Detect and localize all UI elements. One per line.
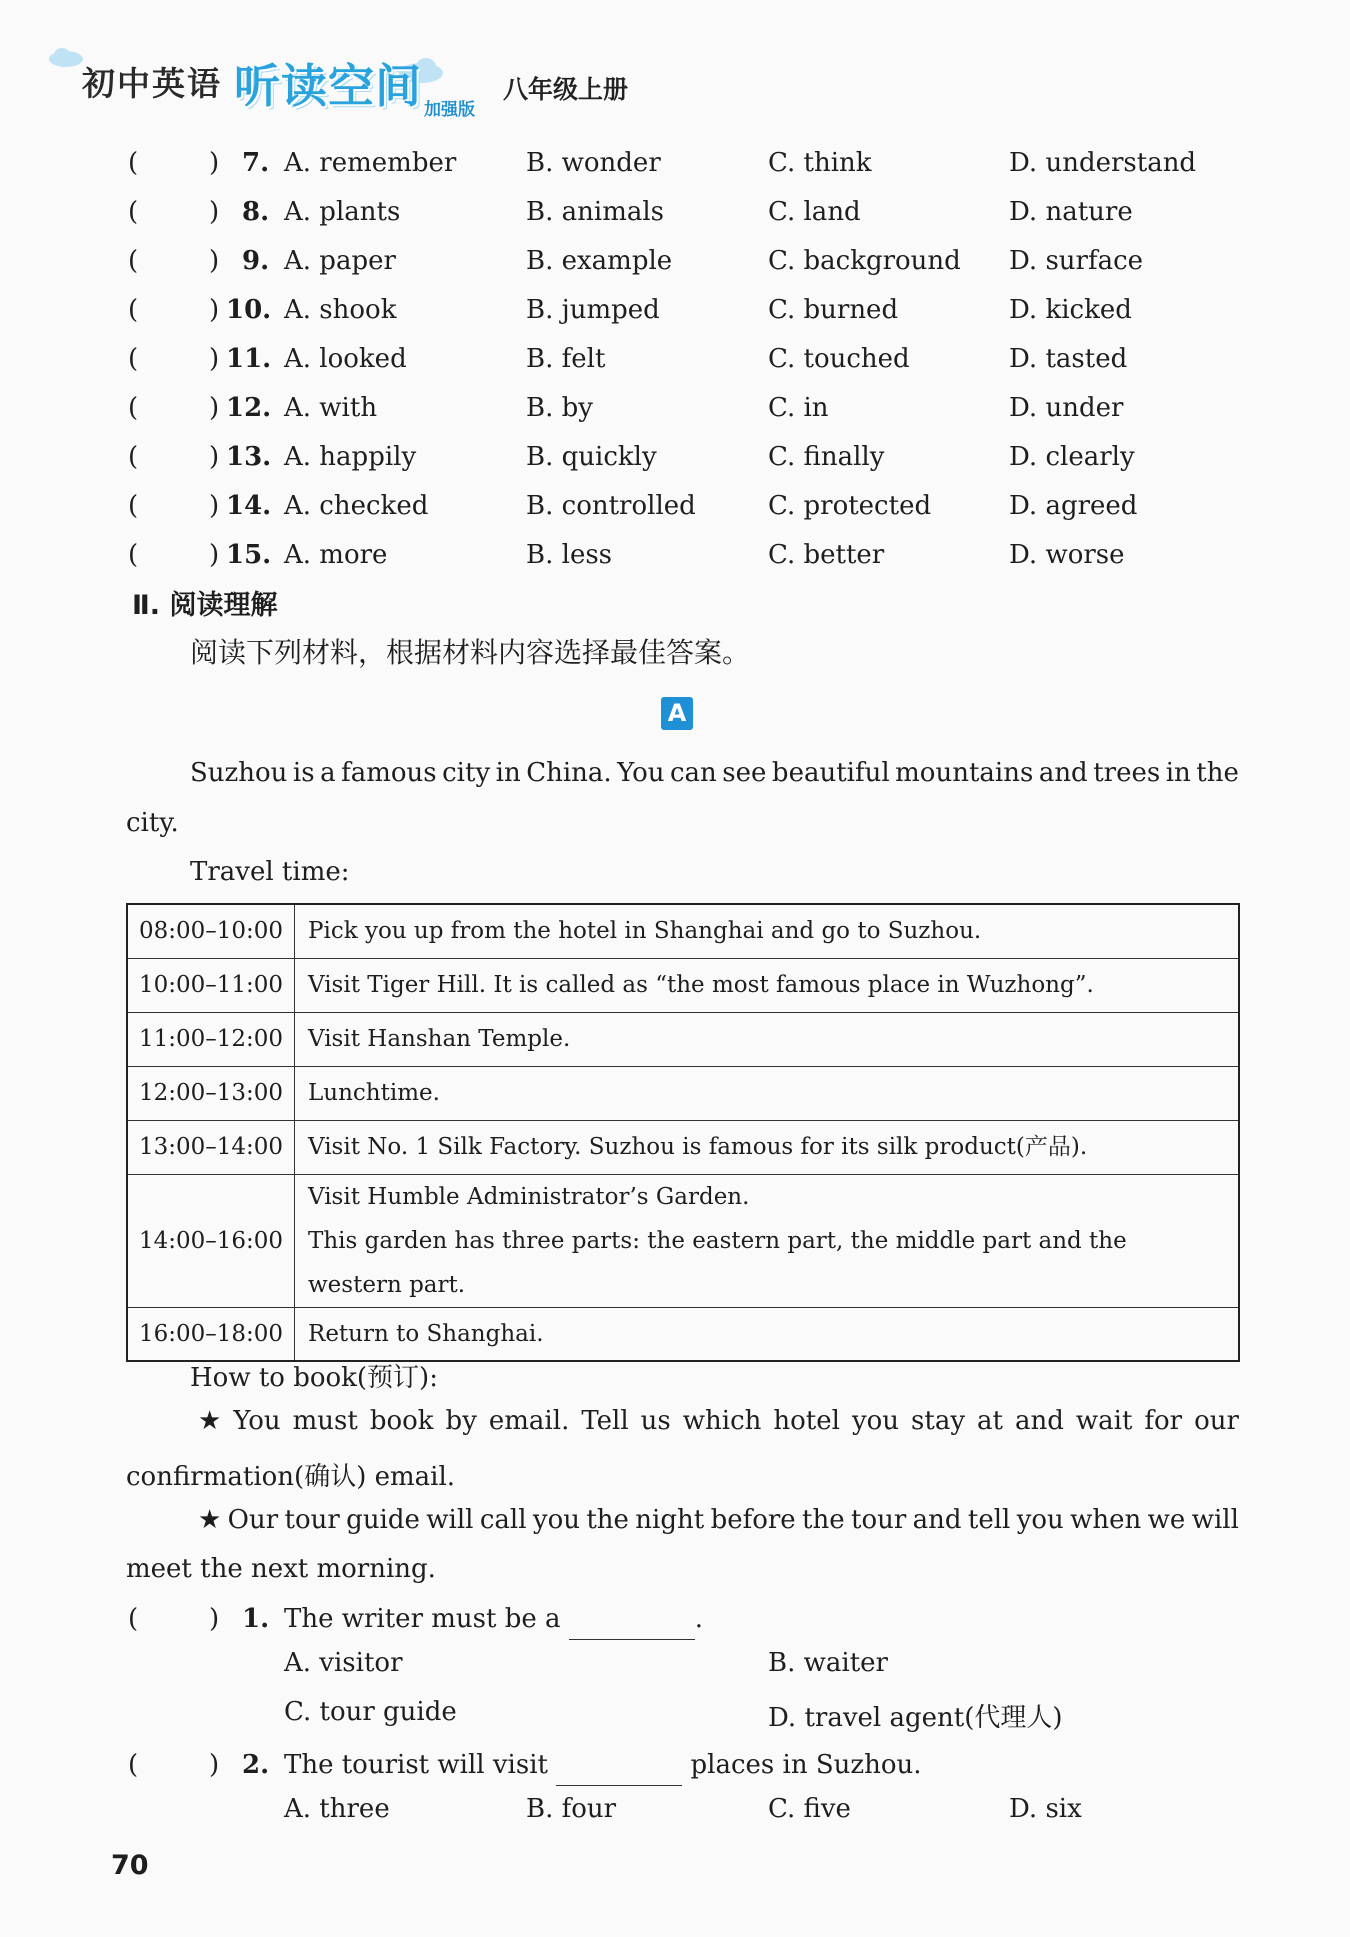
option-b: B. animals [526,197,665,227]
stem-end: . [694,1604,704,1634]
word: is [292,758,315,788]
passage-label-badge: A [661,697,693,730]
word: guide [346,1505,420,1535]
booking-rule-1-line [198,1406,1239,1436]
header-brand-logo: 听读空间 [234,59,422,113]
word: wait [1075,1406,1133,1436]
option-c: C. tour guide [284,1697,457,1727]
cloze-question-row [0,388,1350,428]
word: you [532,1505,580,1535]
passage-intro-line [190,758,1239,788]
question-number: 13. [226,442,272,472]
word: see [722,758,767,788]
option-b: B. example [526,246,673,276]
activity-line: Return to Shanghai. [308,1320,544,1347]
answer-paren-right: ) [209,344,220,374]
answer-paren-left[interactable]: ( [128,491,139,521]
question-stem [284,1599,703,1640]
word: You [617,758,665,788]
schedule-activity [295,1174,1240,1307]
option-d: D. kicked [1009,295,1132,325]
answer-paren-right: ) [209,393,220,423]
cloze-question-row [0,290,1350,330]
option-a: A. visitor [284,1648,403,1678]
answer-paren-right: ) [209,1750,220,1780]
word: mountains [895,758,1034,788]
option-d: D. nature [1009,197,1133,227]
word: tour [851,1505,907,1535]
reading-question-2 [0,1745,1350,1785]
word: in [1165,758,1191,788]
section-title: Ⅱ. 阅读理解 [132,590,278,621]
question-number: 1. [242,1604,270,1634]
answer-paren-left[interactable]: ( [128,540,139,570]
question-number: 10. [226,295,272,325]
option-d: D. surface [1009,246,1144,276]
option-a: A. paper [284,246,396,276]
answer-paren-right: ) [209,295,220,325]
question-number: 14. [226,491,272,521]
word: and [1038,758,1088,788]
answer-blank [556,1745,682,1786]
option-d: D. worse [1009,540,1125,570]
word: trees [1093,758,1161,788]
option-b: B. four [526,1794,617,1824]
schedule-activity [295,904,1240,958]
word: stay [911,1406,966,1436]
cloud-decoration [48,46,84,68]
reading-question-1 [0,1599,1350,1639]
answer-paren-left[interactable]: ( [128,1604,139,1634]
word: night [635,1505,705,1535]
option-d: D. clearly [1009,442,1135,472]
word: before [710,1505,796,1535]
option-b: B. felt [526,344,606,374]
option-c: C. five [768,1794,851,1824]
cloze-question-row [0,535,1350,575]
word: the [1196,758,1239,788]
schedule-time: 13:00–14:00 [127,1120,295,1174]
option-a: A. plants [284,197,401,227]
option-b: B. quickly [526,442,657,472]
word: the [586,1505,629,1535]
schedule-row [127,1307,1239,1361]
option-d: D. understand [1009,148,1197,178]
booking-rule-1-continuation: confirmation(确认) email. [126,1462,456,1492]
answer-paren-right: ) [209,491,220,521]
word: will [1191,1505,1239,1535]
schedule-time: 12:00–13:00 [127,1066,295,1120]
answer-paren-right: ) [209,246,220,276]
word: tell [967,1505,1011,1535]
page-number: 70 [111,1850,149,1881]
word: when [1070,1505,1142,1535]
schedule-activity [295,1307,1240,1361]
header-grade: 八年级上册 [503,75,629,104]
answer-paren-left[interactable]: ( [128,344,139,374]
schedule-row [127,958,1239,1012]
question-number: 9. [242,246,270,276]
word: and [1014,1406,1064,1436]
schedule-row [127,904,1239,958]
word: you [1016,1505,1064,1535]
word: call [479,1505,527,1535]
word: ★ [198,1505,222,1535]
activity-line: Visit Tiger Hill. It is called as “the most famous place in Wuzhong”. [308,972,1094,998]
word: which [682,1406,762,1436]
word: in [495,758,521,788]
stem-text: The tourist will visit [284,1750,548,1780]
question-number: 15. [226,540,272,570]
option-a: A. shook [284,295,397,325]
word: book [369,1406,434,1436]
option-a: A. with [284,393,378,423]
header-series-title: 初中英语 [82,64,222,103]
answer-paren-left[interactable]: ( [128,1750,139,1780]
option-c: C. think [768,148,872,178]
how-to-book-label: How to book(预订): [190,1363,438,1393]
word: beautiful [771,758,890,788]
word: for [1144,1406,1183,1436]
header-edition: 加强版 [424,100,475,120]
answer-paren-right: ) [209,1604,220,1634]
cloze-question-row [0,241,1350,281]
answer-paren-left[interactable]: ( [128,246,139,276]
option-a: A. happily [284,442,417,472]
activity-line: Pick you up from the hotel in Shanghai and go to Suzhou. [308,918,982,945]
option-c: C. background [768,246,961,276]
cloze-question-row [0,437,1350,477]
cloze-question-row [0,486,1350,526]
question-number: 12. [226,393,272,423]
word: you [851,1406,900,1436]
cloze-question-row [0,192,1350,232]
word: famous [341,758,437,788]
activity-line: Visit Hanshan Temple. [308,1026,571,1052]
answer-paren-left[interactable]: ( [128,148,139,178]
answer-blank [569,1599,695,1640]
schedule-row [127,1012,1239,1066]
passage-intro-continuation: city. [126,808,179,838]
option-b: B. by [526,393,593,423]
booking-rule-2-continuation: meet the next morning. [126,1554,436,1584]
word: we [1147,1505,1186,1535]
option-a: A. checked [284,491,429,521]
option-b: B. waiter [768,1648,888,1678]
activity-line: Visit No. 1 Silk Factory. Suzhou is famous for its silk product(产品). [308,1134,1088,1160]
word: at [977,1406,1003,1436]
schedule-activity [295,958,1240,1012]
option-a: A. three [284,1794,390,1824]
stem-end: places in Suzhou. [690,1750,922,1780]
word: and [912,1505,962,1535]
travel-schedule-table [126,903,1240,1362]
answer-paren-left[interactable]: ( [128,295,139,325]
schedule-row [127,1174,1239,1307]
word: must [292,1406,358,1436]
option-c: C. land [768,197,861,227]
section-instruction: 阅读下列材料，根据材料内容选择最佳答案。 [190,636,751,669]
option-b: B. controlled [526,491,696,521]
activity-line: Visit Humble Administrator’s Garden. [308,1183,750,1210]
word: city [442,758,491,788]
option-d: D. six [1009,1794,1082,1824]
word: You [233,1406,281,1436]
word: ★ [198,1406,222,1436]
option-c: C. protected [768,491,932,521]
schedule-time: 10:00–11:00 [127,958,295,1012]
cloze-question-row [0,143,1350,183]
schedule-row [127,1120,1239,1174]
booking-rule-2-line [198,1505,1239,1535]
answer-paren-left[interactable]: ( [128,393,139,423]
option-d: D. under [1009,393,1124,423]
word: Suzhou [190,758,288,788]
option-c: C. in [768,393,829,423]
schedule-activity [295,1120,1240,1174]
question-number: 11. [226,344,272,374]
option-d: D. tasted [1009,344,1128,374]
answer-paren-right: ) [209,442,220,472]
schedule-activity [295,1066,1240,1120]
stem-text: The writer must be a [284,1604,561,1634]
option-a: A. more [284,540,388,570]
schedule-time: 16:00–18:00 [127,1307,295,1361]
word: Our [227,1505,279,1535]
question-stem [284,1745,922,1786]
option-c: C. better [768,540,885,570]
option-d: D. travel agent(代理人) [768,1703,1063,1733]
schedule-activity [295,1012,1240,1066]
question-number: 8. [242,197,270,227]
answer-paren-right: ) [209,197,220,227]
word: a [320,758,336,788]
word: can [669,758,717,788]
schedule-row [127,1066,1239,1120]
word: tour [284,1505,340,1535]
word: the [802,1505,845,1535]
word: Tell [581,1406,629,1436]
option-b: B. jumped [526,295,660,325]
answer-paren-right: ) [209,540,220,570]
option-a: A. looked [284,344,407,374]
option-d: D. agreed [1009,491,1138,521]
word: hotel [773,1406,840,1436]
option-c: C. finally [768,442,885,472]
word: our [1194,1406,1239,1436]
schedule-time: 08:00–10:00 [127,904,295,958]
cloze-question-row [0,339,1350,379]
option-c: C. touched [768,344,910,374]
answer-paren-left[interactable]: ( [128,197,139,227]
activity-line: This garden has three parts: the eastern part, the middle part and the western part. [308,1227,1127,1298]
question-number: 7. [242,148,270,178]
option-a: A. remember [284,148,457,178]
word: us [640,1406,671,1436]
word: by [445,1406,477,1436]
option-b: B. less [526,540,613,570]
word: will [426,1505,474,1535]
word: email. [488,1406,570,1436]
schedule-time: 14:00–16:00 [127,1174,295,1307]
answer-paren-left[interactable]: ( [128,442,139,472]
activity-line: Lunchtime. [308,1080,440,1106]
option-b: B. wonder [526,148,661,178]
schedule-time: 11:00–12:00 [127,1012,295,1066]
option-c: C. burned [768,295,899,325]
answer-paren-right: ) [209,148,220,178]
travel-time-label: Travel time: [190,857,350,887]
question-number: 2. [242,1750,270,1780]
word: China. [526,758,612,788]
